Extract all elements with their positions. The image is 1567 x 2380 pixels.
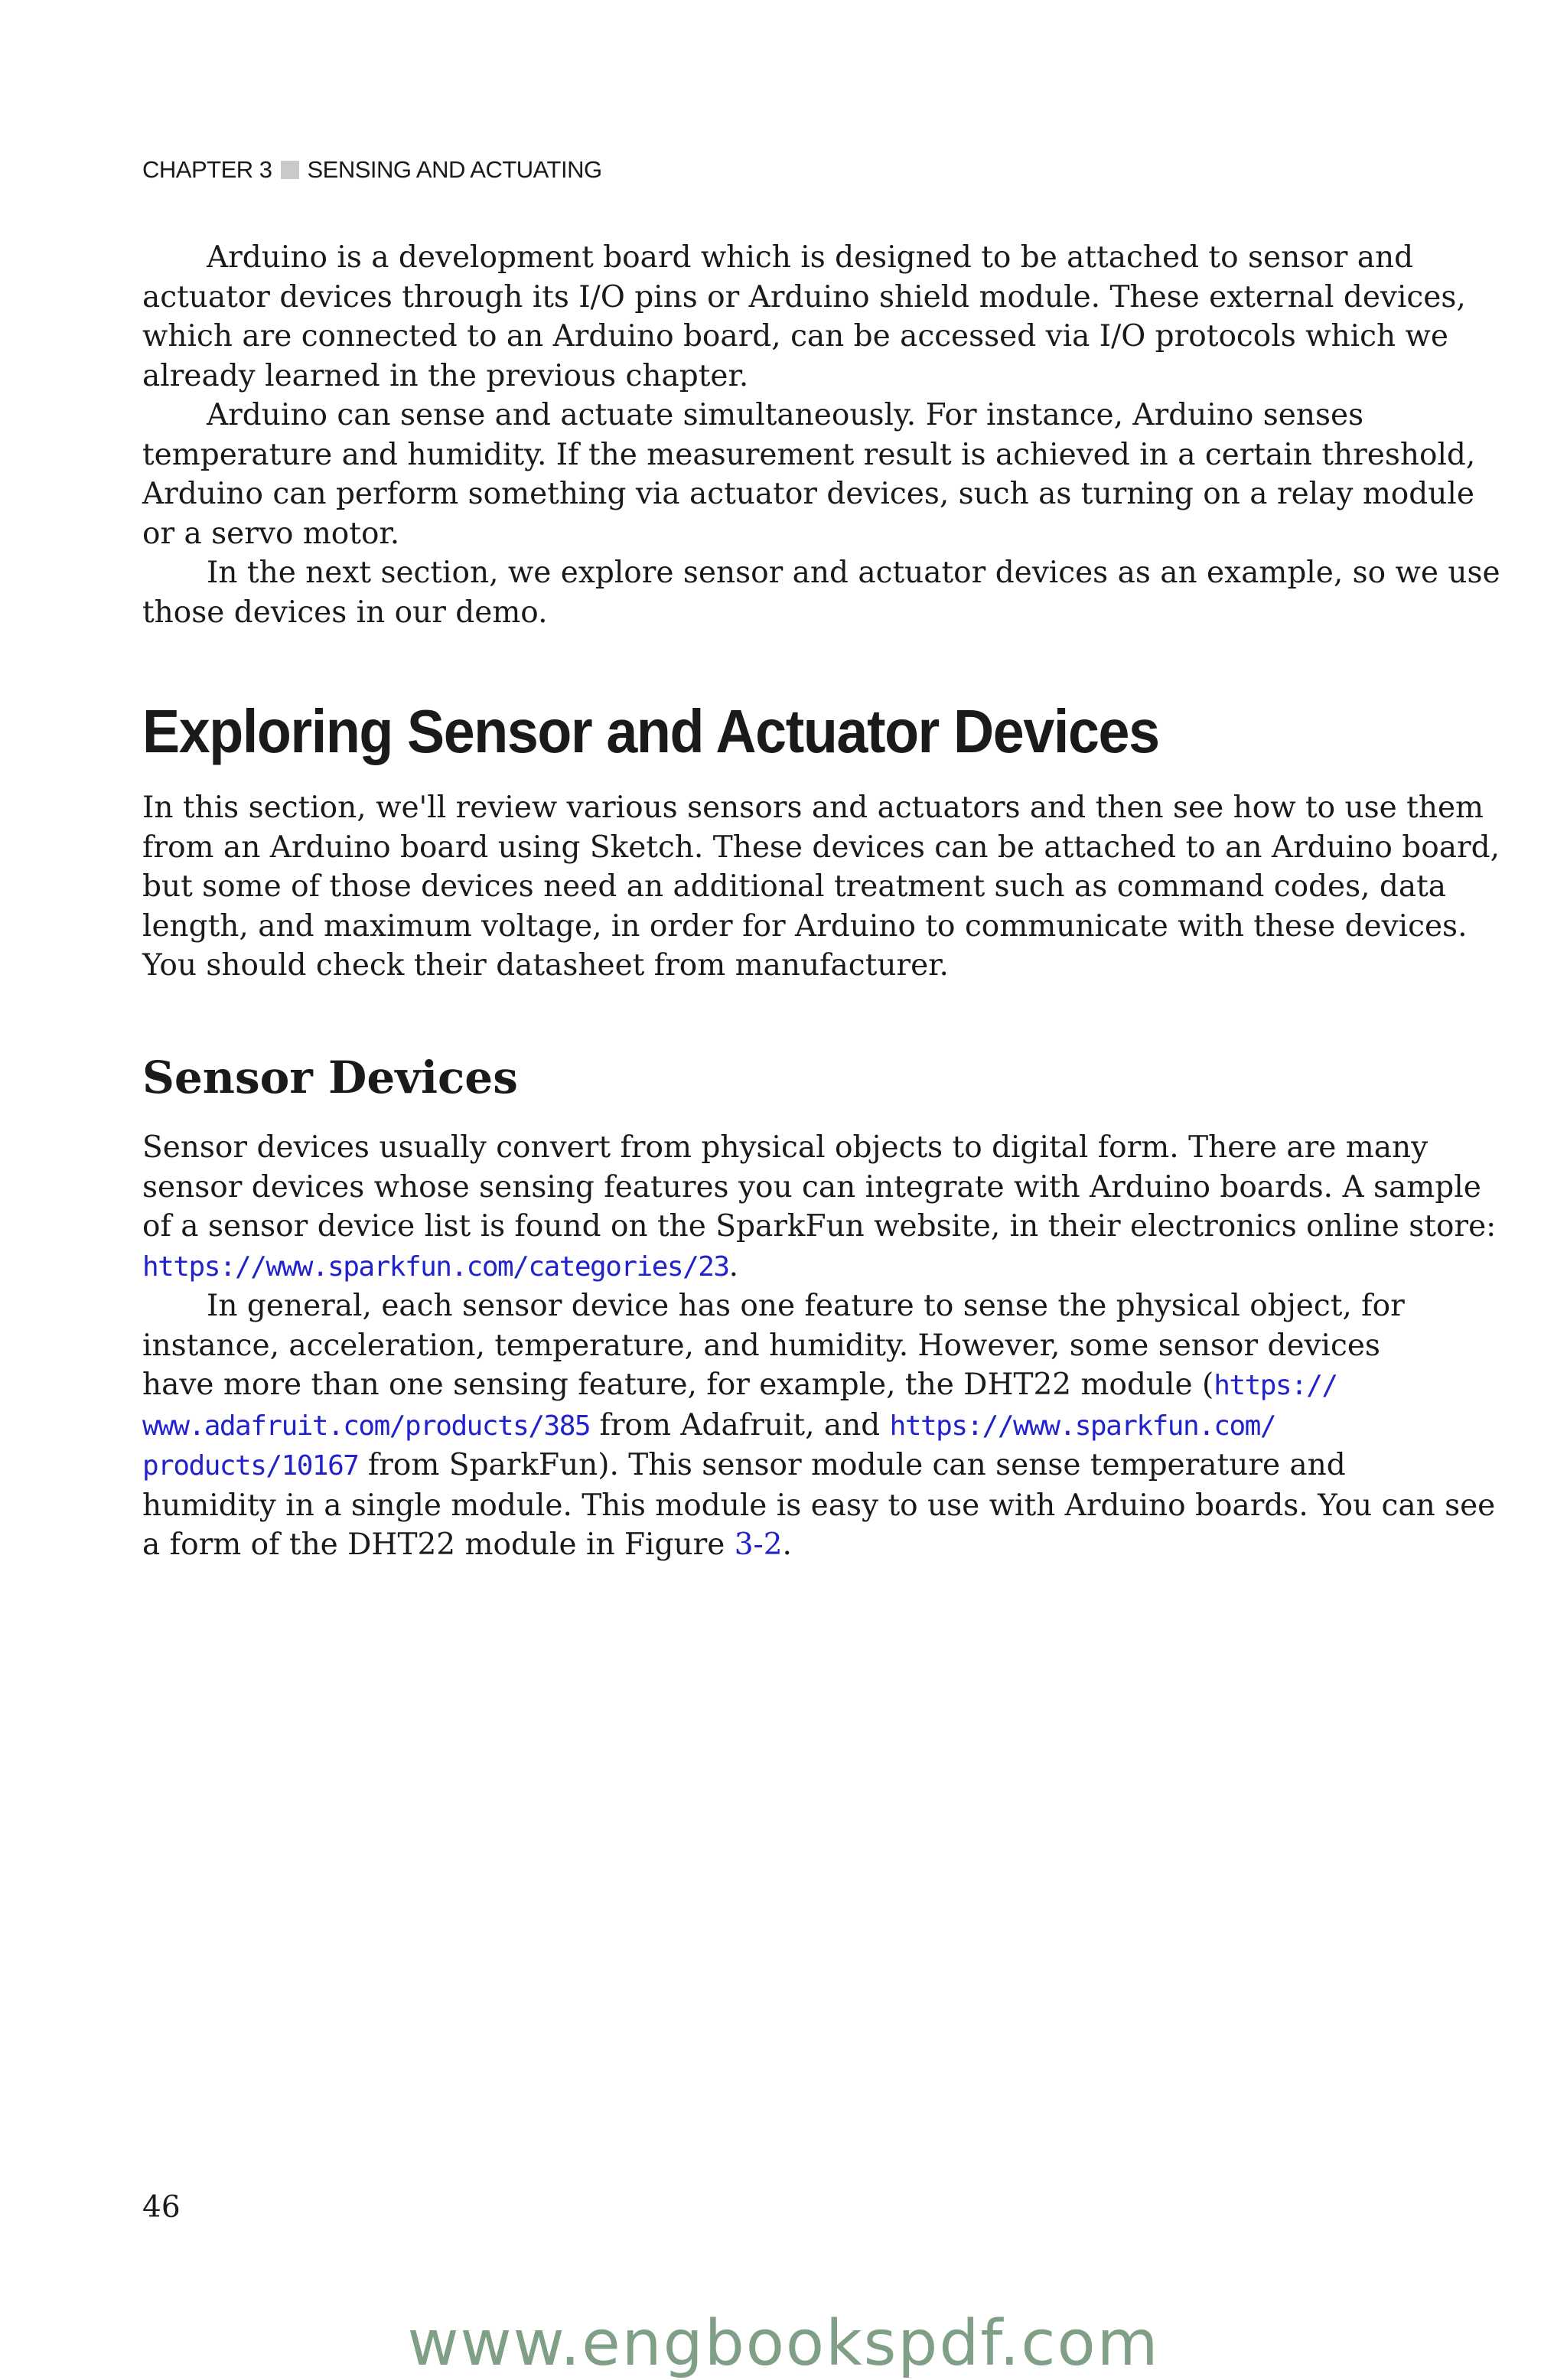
text-line: from an Arduino board using Sketch. These devices can be attached to an Arduino board, xyxy=(142,830,1500,865)
separator-square xyxy=(281,161,299,179)
text-line: In the next section, we explore sensor and actuator devices as an example, so we use xyxy=(207,556,1500,590)
page-number: 46 xyxy=(142,2190,181,2225)
text-line: Arduino is a development board which is designed to be attached to sensor and xyxy=(207,240,1414,275)
text-line: In general, each sensor device has one feature to sense the physical object, for xyxy=(207,1289,1405,1323)
watermark: www.engbookspdf.com xyxy=(407,2307,1160,2380)
intro-paragraph-3 xyxy=(142,553,1500,632)
intro-paragraph-1 xyxy=(142,238,1466,396)
intro-text xyxy=(142,238,1500,632)
text-line: already learned in the previous chapter. xyxy=(142,358,749,393)
section-heading: Exploring Sensor and Actuator Devices xyxy=(142,697,1159,765)
figure-reference-link[interactable]: 3-2 xyxy=(734,1527,783,1562)
sparkfun-product-link-end[interactable]: products/10167 xyxy=(142,1450,359,1482)
subsection-text xyxy=(142,1128,1497,1565)
text-line: In this section, we'll review various sensors and actuators and then see how to use them xyxy=(142,791,1484,825)
text-line: of a sensor device list is found on the SparkFun website, in their electronics online store: xyxy=(142,1209,1497,1244)
text-line: length, and maximum voltage, in order for Arduino to communicate with these devices. xyxy=(142,908,1468,944)
text-segment: from Adafruit, and xyxy=(590,1407,890,1443)
text-line: but some of those devices need an additional treatment such as command codes, data xyxy=(142,869,1447,904)
intro-paragraph-2 xyxy=(142,396,1476,553)
text-line: humidity in a single module. This module is easy to use with Arduino boards. You can see xyxy=(142,1488,1496,1523)
chapter-label: CHAPTER 3 xyxy=(142,156,272,183)
text-line: Arduino can sense and actuate simultaneously. For instance, Arduino senses xyxy=(207,398,1364,432)
text-segment: a form of the DHT22 module in Figure xyxy=(142,1527,735,1562)
text-line xyxy=(142,1525,1382,1565)
section-text xyxy=(142,788,1500,986)
text-line: Arduino can perform something via actuator devices, such as turning on a relay module xyxy=(142,477,1474,511)
text-line: instance, acceleration, temperature, and humidity. However, some sensor devices xyxy=(142,1328,1380,1363)
text-line xyxy=(142,1406,1382,1446)
punctuation: . xyxy=(782,1527,792,1562)
sparkfun-categories-link[interactable]: https://www.sparkfun.com/categories/23 xyxy=(142,1250,729,1283)
text-segment: have more than one sensing feature, for example, the DHT22 module ( xyxy=(142,1368,1214,1402)
text-line xyxy=(142,1446,1382,1486)
sparkfun-product-link-start[interactable]: https://www.sparkfun.com/ xyxy=(889,1410,1275,1442)
text-line: sensor devices whose sensing features you can integrate with Arduino boards. A sample xyxy=(142,1169,1481,1205)
adafruit-link-end[interactable]: www.adafruit.com/products/385 xyxy=(142,1410,591,1442)
subsection-paragraph-2 xyxy=(142,1286,1496,1565)
subsection-paragraph-1 xyxy=(142,1128,1497,1286)
text-line xyxy=(142,1365,1382,1406)
text-line: temperature and humidity. If the measurement result is achieved in a certain threshold, xyxy=(142,437,1476,472)
text-line: which are connected to an Arduino board, can be accessed via I/O protocols which we xyxy=(142,319,1448,354)
text-line xyxy=(142,1247,1382,1287)
running-head xyxy=(142,156,602,184)
punctuation: . xyxy=(728,1248,739,1283)
text-line: or a servo motor. xyxy=(142,516,400,551)
subsection-heading: Sensor Devices xyxy=(142,1051,518,1104)
text-line: You should check their datasheet from manufacturer. xyxy=(142,948,949,983)
adafruit-link-start[interactable]: https:// xyxy=(1214,1370,1337,1401)
chapter-title: SENSING AND ACTUATING xyxy=(307,156,602,183)
text-line: Sensor devices usually convert from physical objects to digital form. There are many xyxy=(142,1130,1429,1165)
text-line: those devices in our demo. xyxy=(142,595,548,630)
section-paragraph-1 xyxy=(142,788,1500,986)
text-line: actuator devices through its I/O pins or Arduino shield module. These external devices, xyxy=(142,279,1466,315)
text-segment: from SparkFun). This sensor module can sense temperature and xyxy=(358,1448,1346,1482)
